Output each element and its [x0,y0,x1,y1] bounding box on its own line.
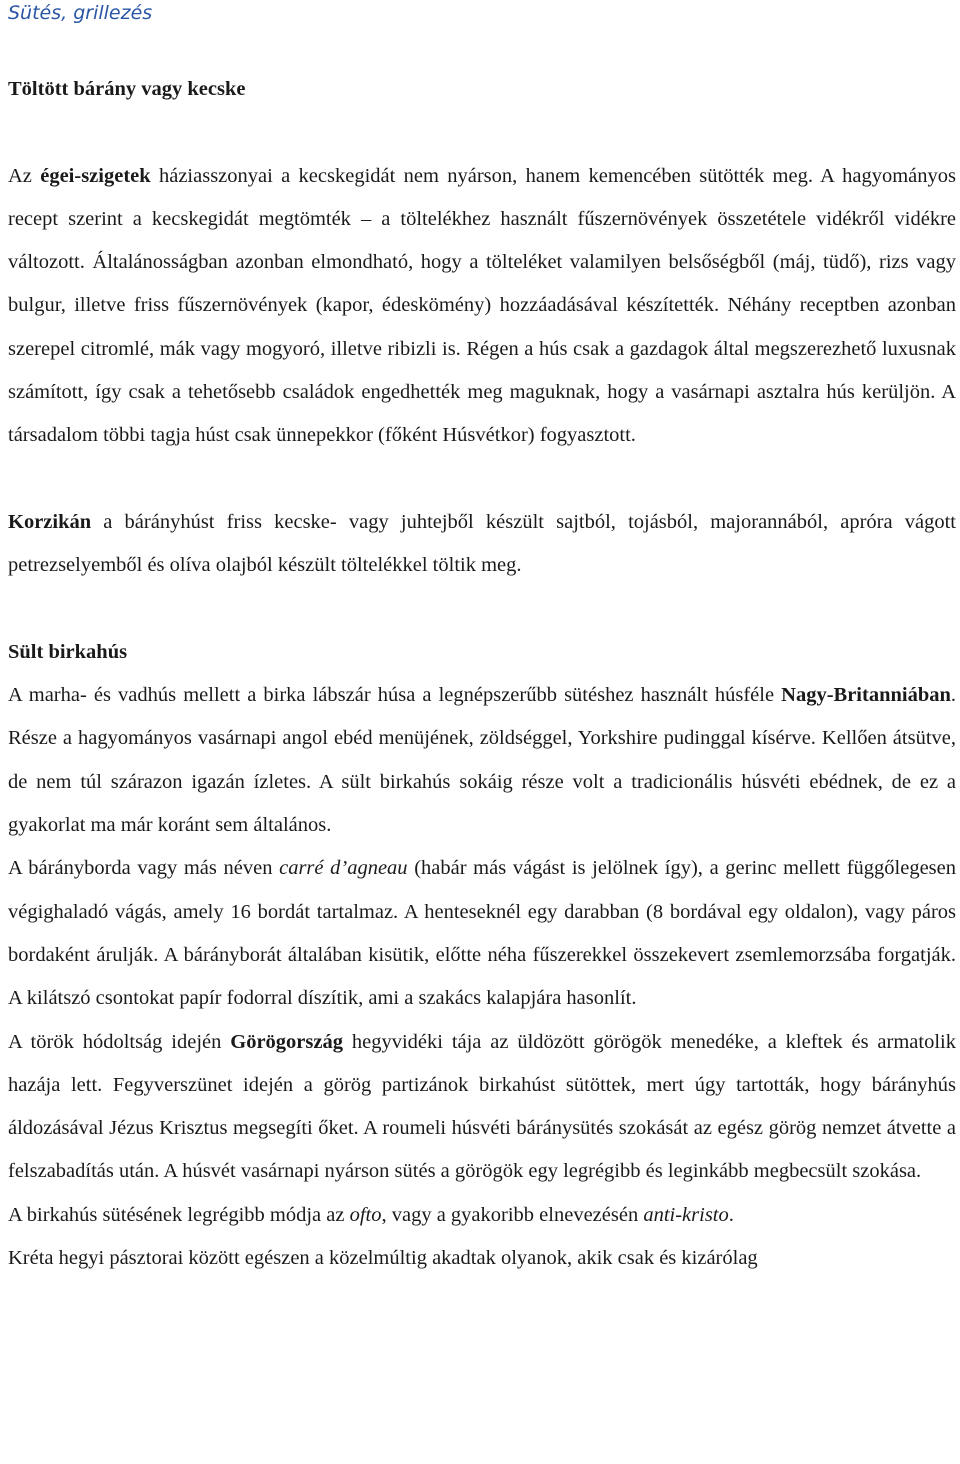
section-title: Töltött bárány vagy kecske [8,78,246,100]
paragraph-text: Kréta hegyi pásztorai között egészen a közelmúltig akadtak olyanok, akik csak és kizárólag [8,1247,758,1270]
spacer [8,458,956,501]
spacer [8,111,956,154]
paragraph [8,1237,956,1280]
paragraph-text: a bárányhúst friss kecske- vagy juhtejből készült sajtból, tojásból, majorannából, apróra vágott petrezselyemből és olíva olajból készült töltelékkel töltik meg. [8,510,956,577]
paragraph [8,847,956,1020]
paragraph-text: (habár más vágást is jelölnek így), a gerinc mellett függőlegesen végighaladó vágás, amely 16 bordát tartalmaz. A henteseknél egy darabban (8 bordával egy oldalon), vagy páros bordaként árulják. A bárányborát általában kisütik, előtte néha fűszerekkel összekevert zsemlemorzsába forgatják. A kilátszó csontokat papír fodorral díszítik, ami a szakács kalapjára hasonlít. [8,857,956,1010]
bold-place-name: Görögország [230,1030,343,1053]
paragraph-text: hegyvidéki tája az üldözött görögök menedéke, a kleftek és armatolik hazája lett. Fegyverszünet idején a görög partizánok birkahúst sütöttek, mert úgy tartották, hogy bárányhús áldozásával Jézus Krisztus megsegíti őket. A roumeli húsvéti báránysütés szokását az egész görög nemzet átvette a felszabadítás után. A húsvét vasárnapi nyárson sütés a görögök egy legrégibb és leginkább megbecsült szokása. [8,1030,956,1183]
italic-term: carré d’agneau [279,857,408,880]
italic-term: anti-kristo [643,1203,729,1226]
paragraph [8,1194,956,1237]
bold-place-name: Korzikán [8,510,92,533]
paragraph-text: háziasszonyai a kecskegidát nem nyárson, hanem kemencében sütötték meg. A hagyományos recept szerint a kecskegidát megtömték – a töltelékhez használt fűszernövények összetétele vidékről vidékre változott. Általánosságban azonban elmondható, hogy a tölteléket valamilyen belsőségből (máj, tüdő), rizs vagy bulgur, illetve friss fűszernövények (kapor, édeskömény) hozzáadásával készítették. Néhány receptben azonban szerepel citromlé, mák vagy mogyoró, illetve ribizli is. Régen a hús csak a gazdagok által megszerezhető luxusnak számított, így csak a tehetősebb családok engedhették meg maguknak, hogy a vasárnapi asztalra hús kerüljön. A társadalom többi tagja húst csak ünnepekkor (főként Húsvétkor) fogyasztott. [8,164,957,447]
bold-place-name: égei-szigetek [40,164,151,187]
paragraph-text: . [728,1203,734,1226]
page-header: Sütés, grillezés [8,2,153,24]
paragraph-text: . Része a hagyományos vasárnapi angol ebéd menüjének, zöldséggel, Yorkshire pudinggal kísérve. Kellően átsütve, de nem túl szárazon igazán ízletes. A sült birkahús sokáig része volt a tradicionális húsvéti ebédnek, de ez a gyakorlat ma már koránt sem általános. [8,684,956,837]
paragraph-text: A birkahús sütésének legrégibb módja az [8,1203,350,1226]
italic-term: ofto [349,1203,382,1226]
spacer [8,588,956,631]
paragraph-text: Az [8,164,41,187]
paragraph [8,1021,956,1194]
document-body [8,68,956,1280]
section-title: Sült birkahús [8,640,128,663]
paragraph [8,155,956,458]
paragraph-text: A török hódoltság idején [8,1030,231,1053]
paragraph [8,501,956,588]
bold-place-name: Nagy-Britanniában [781,684,951,707]
paragraph [8,674,956,847]
paragraph-text: A marha- és vadhús mellett a birka lábszár húsa a legnépszerűbb sütéshez használt húsféle [8,684,782,707]
paragraph-text: A bárányborda vagy más néven [8,857,280,880]
paragraph-text: , vagy a gyakoribb elnevezésén [381,1203,644,1226]
